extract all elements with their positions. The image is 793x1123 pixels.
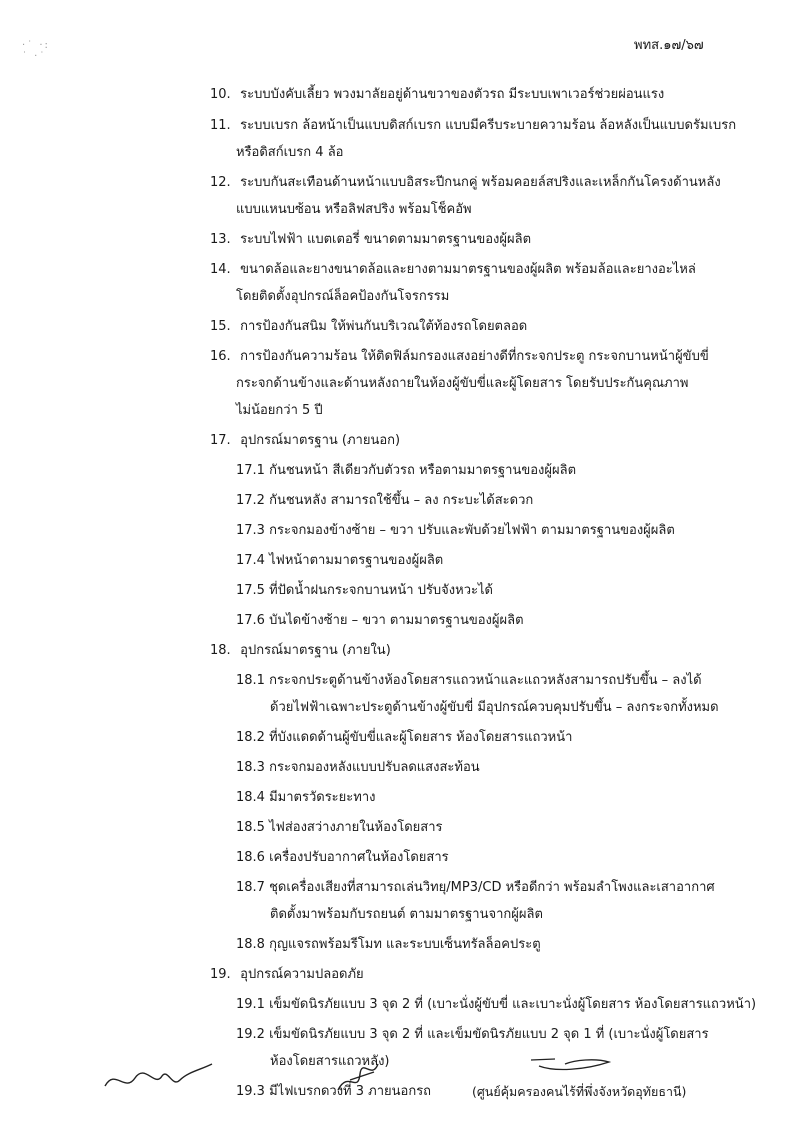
item-18: 18. อุปกรณ์มาตรฐาน (ภายใน)	[210, 643, 391, 658]
item-10: 10. ระบบบังคับเลี้ยว พวงมาลัยอยู่ด้านขวาของตัวรถ มีระบบเพาเวอร์ช่วยผ่อนแรง	[210, 87, 665, 102]
item-18-7-cont: ติดตั้งมาพร้อมกับรถยนต์ ตามมาตรฐานจากผู้ผลิต	[270, 907, 543, 922]
item-18-6: 18.6 เครื่องปรับอากาศในห้องโดยสาร	[236, 850, 449, 865]
item-17-3: 17.3 กระจกมองข้างซ้าย – ขวา ปรับและพับด้วยไฟฟ้า ตามมาตรฐานของผู้ผลิต	[236, 523, 675, 538]
item-12: 12. ระบบกันสะเทือนด้านหน้าแบบอิสระปีกนกคู่ พร้อมคอยล์สปริงและเหล็กกันโครงด้านหลัง	[210, 175, 721, 190]
item-16: 16. การป้องกันความร้อน ให้ติดฟิล์มกรองแสงอย่างดีที่กระจกประตู กระจกบานหน้าผู้ขับขี่	[210, 349, 709, 364]
item-17-4: 17.4 ไฟหน้าตามมาตรฐานของผู้ผลิต	[236, 553, 444, 568]
item-18-2: 18.2 ที่บังแดดด้านผู้ขับขี่และผู้โดยสาร ห้องโดยสารแถวหน้า	[236, 730, 573, 745]
item-14: 14. ขนาดล้อและยางขนาดล้อและยางตามมาตรฐานของผู้ผลิต พร้อมล้อและยางอะไหล่	[210, 262, 696, 277]
signature-2	[330, 1050, 390, 1098]
item-16-cont-1: กระจกด้านข้างและด้านหลังถายในห้องผู้ขับขี่และผู้โดยสาร โดยรับประกันคุณภาพ	[236, 376, 689, 391]
item-15: 15. การป้องกันสนิม ให้พ่นกันบริเวณใต้ท้องรถโดยตลอด	[210, 319, 528, 334]
item-19-2: 19.2 เข็มขัดนิรภัยแบบ 3 จุด 2 ที่ และเข็มขัดนิรภัยแบบ 2 จุด 1 ที่ (เบาะนั่งผู้โดยสาร	[236, 1027, 709, 1042]
item-18-1: 18.1 กระจกประตูด้านข้างห้องโดยสารแถวหน้าและแถวหลังสามารถปรับขึ้น – ลงได้	[236, 673, 702, 688]
item-17-5: 17.5 ที่ปัดน้ำฝนกระจกบานหน้า ปรับจังหวะได้	[236, 583, 493, 598]
item-17-6: 17.6 บันไดข้างซ้าย – ขวา ตามมาตรฐานของผู้ผลิต	[236, 613, 524, 628]
footer-organization: (ศูนย์คุ้มครองคนไร้ที่พึ่งจังหวัดอุทัยธานี)	[472, 1084, 687, 1099]
item-18-5: 18.5 ไฟส่องสว่างภายในห้องโดยสาร	[236, 820, 443, 835]
item-16-cont-2: ไม่น้อยกว่า 5 ปี	[236, 403, 323, 418]
item-13: 13. ระบบไฟฟ้า แบตเตอรี่ ขนาดตามมาตรฐานของผู้ผลิต	[210, 232, 532, 247]
signature-3	[525, 1046, 615, 1074]
item-19-3: 19.3 มีไฟเบรกดวงที่ 3 ภายนอกรถ	[236, 1084, 432, 1099]
page-reference: พทส.๑๗/๖๗	[634, 38, 704, 53]
item-18-3: 18.3 กระจกมองหลังแบบปรับลดแสงสะท้อน	[236, 760, 480, 775]
scan-specks: ·˙ ·: ˙ ·˙	[22, 40, 50, 62]
item-19: 19. อุปกรณ์ความปลอดภัย	[210, 967, 364, 982]
item-19-2-cont: ห้องโดยสารแถวหลัง)	[270, 1054, 390, 1069]
item-19-1: 19.1 เข็มขัดนิรภัยแบบ 3 จุด 2 ที่ (เบาะนั่งผู้ขับขี่ และเบาะนั่งผู้โดยสาร ห้องโดยสารแถวหน้า)	[236, 997, 757, 1012]
item-18-1-cont: ด้วยไฟฟ้าเฉพาะประตูด้านข้างผู้ขับขี่ มีอุปกรณ์ควบคุมปรับขึ้น – ลงกระจกทั้งหมด	[270, 700, 719, 715]
item-18-8: 18.8 กุญแจรถพร้อมรีโมท และระบบเซ็นทรัลล็อคประตู	[236, 937, 541, 952]
item-17-1: 17.1 กันชนหน้า สีเดียวกับตัวรถ หรือตามมาตรฐานของผู้ผลิต	[236, 463, 577, 478]
item-12-cont: แบบแหนบซ้อน หรือลิฟสปริง พร้อมโช็คอัพ	[236, 202, 472, 217]
signature-1	[100, 1058, 220, 1098]
item-11-cont: หรือดิสก์เบรก 4 ล้อ	[236, 145, 344, 160]
item-11: 11. ระบบเบรก ล้อหน้าเป็นแบบดิสก์เบรก แบบมีครีบระบายความร้อน ล้อหลังเป็นแบบดรัมเบรก	[210, 118, 737, 133]
item-14-cont: โดยติดตั้งอุปกรณ์ล็อคป้องกันโจรกรรม	[236, 289, 450, 304]
item-18-7: 18.7 ชุดเครื่องเสียงที่สามารถเล่นวิทยุ/MP3/CD หรือดีกว่า พร้อมลำโพงและเสาอากาศ	[236, 880, 715, 895]
item-17-2: 17.2 กันชนหลัง สามารถใช้ขึ้น – ลง กระบะได้สะดวก	[236, 493, 534, 508]
item-17: 17. อุปกรณ์มาตรฐาน (ภายนอก)	[210, 433, 401, 448]
item-18-4: 18.4 มีมาตรวัดระยะทาง	[236, 790, 376, 805]
